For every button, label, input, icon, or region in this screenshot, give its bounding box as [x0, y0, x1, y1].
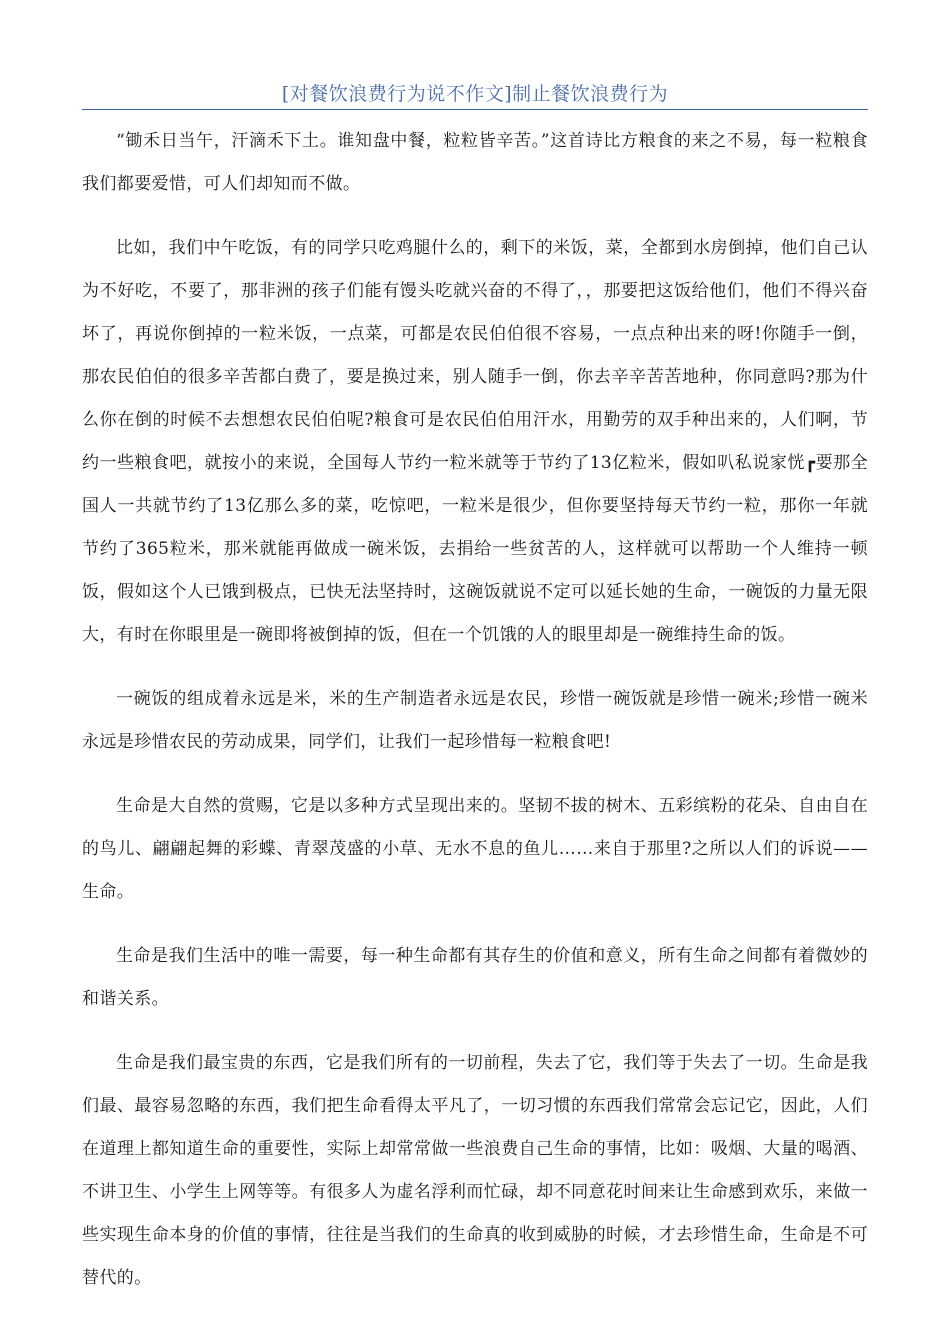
document-body: [82, 120, 868, 1321]
paragraph-2: 比如，我们中午吃饭，有的同学只吃鸡腿什么的，剩下的米饭，菜，全都到水房倒掉，他们自己认为不好吃，不要了，那非洲的孩子们能有馒头吃就兴奋的不得了，，那要把这饭给他们，他们不得兴奋坏了，再说你倒掉的一粒米饭，一点菜，可都是农民伯伯很不容易，一点点种出来的呀!你随手一倒，那农民伯伯的很多辛苦都白费了，要是换过来，别人随手一倒，你去辛辛苦苦地种，你同意吗?那为什么你在倒的时候不去想想农民伯伯呢?粮食可是农民伯伯用汗水，用勤劳的双手种出来的，人们啊，节约一些粮食吧，就按小的来说，全国每人节约一粒米就等于节约了13亿粒米，假如叭私说家恍┏要那全国人一共就节约了13亿那么多的菜，吃惊吧，一粒米是很少，但你要坚持每天节约一粒，那你一年就节约了365粒米，那米就能再做成一碗米饭，去捐给一些贫苦的人，这样就可以帮助一个人维持一顿饭，假如这个人已饿到极点，已快无法坚持时，这碗饭就说不定可以延长她的生命，一碗饭的力量无限大，有时在你眼里是一碗即将被倒掉的饭，但在一个饥饿的人的眼里却是一碗维持生命的饭。: [82, 238, 868, 645]
title-underline: [82, 109, 868, 110]
paragraph-5: 生命是我们生活中的唯一需要，每一种生命都有其存生的价值和意义，所有生命之间都有着微妙的和谐关系。: [82, 946, 868, 1009]
paragraph-3: 一碗饭的组成着永远是米，米的生产制造者永远是农民，珍惜一碗饭就是珍惜一碗米;珍惜一碗米永远是珍惜农民的劳动成果，同学们，让我们一起珍惜每一粒粮食吧!: [82, 689, 868, 752]
document-title: [对餐饮浪费行为说不作文]制止餐饮浪费行为: [281, 83, 669, 105]
paragraph-1: “锄禾日当午，汗滴禾下土。谁知盘中餐，粒粒皆辛苦。”这首诗比方粮食的来之不易，每一粒粮食我们都要爱惜，可人们却知而不做。: [82, 131, 868, 194]
paragraph-4: 生命是大自然的赏赐，它是以多种方式呈现出来的。坚韧不拔的树木、五彩缤粉的花朵、自由自在的鸟儿、翩翩起舞的彩蝶、青翠茂盛的小草、无水不息的鱼儿……来自于那里?之所以人们的诉说——生命。: [82, 796, 868, 902]
paragraph-6: 生命是我们最宝贵的东西，它是我们所有的一切前程，失去了它，我们等于失去了一切。生命是我们最、最容易忽略的东西，我们把生命看得太平凡了，一切习惯的东西我们常常会忘记它，因此，人们在道理上都知道生命的重要性，实际上却常常做一些浪费自己生命的事情，比如：吸烟、大量的喝酒、不讲卫生、小学生上网等等。有很多人为虚名浮利而忙碌，却不同意花时间来让生命感到欢乐，来做一些实现生命本身的价值的事情，往往是当我们的生命真的收到威胁的时候，才去珍惜生命，生命是不可替代的。: [82, 1053, 868, 1288]
